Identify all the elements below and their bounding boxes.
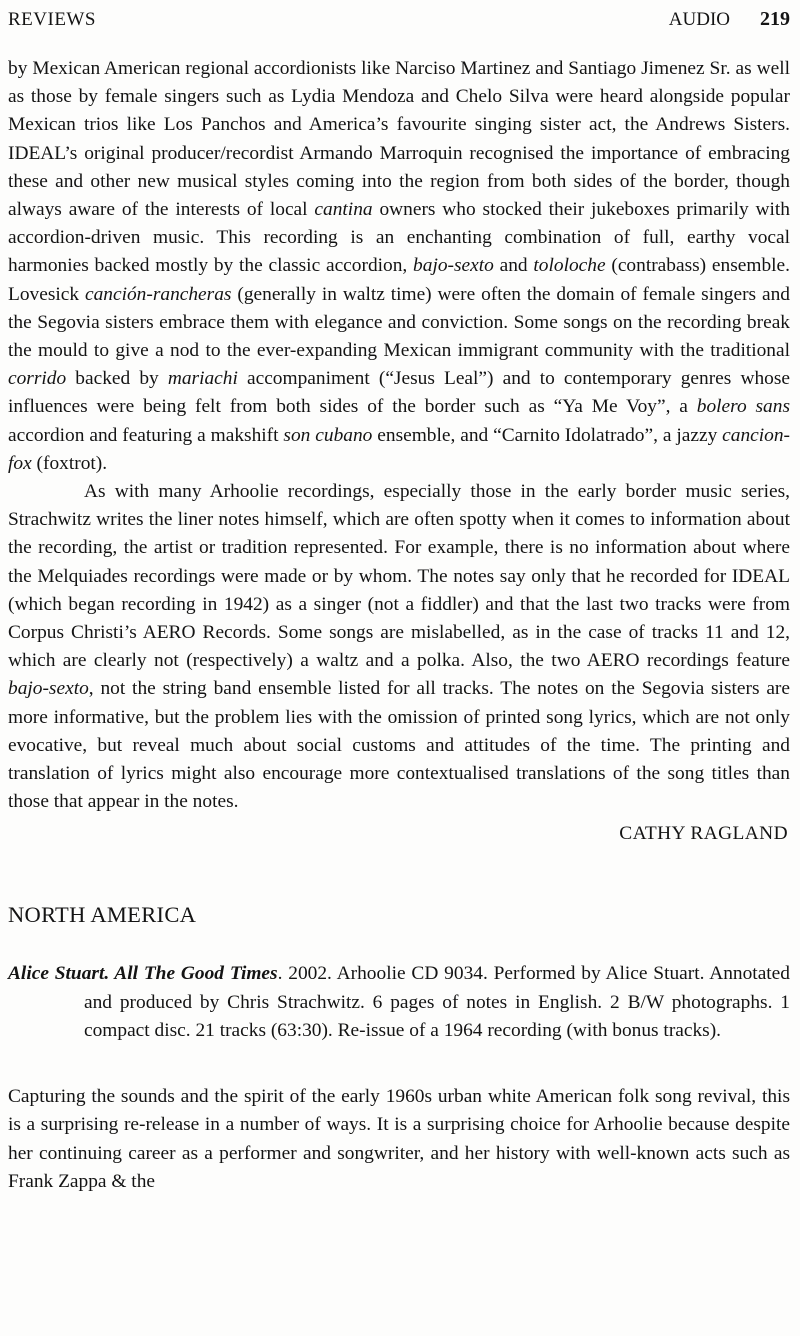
running-head xyxy=(8,8,790,31)
running-head-category: AUDIO xyxy=(668,9,730,30)
review-paragraph-2: As with many Arhoolie recordings, especially those in the early border music series, Strachwitz writes the liner notes himself, which are often spotty when it comes to information about the recording, the artist or tradition represented. For example, there is no information about where the Melquiades recordings were made or by whom. The notes say only that he recorded for IDEAL (which began recording in 1942) as a singer (not a fiddler) and that the last two tracks were from Corpus Christi’s AERO Records. Some songs are mislabelled, as in the case of tracks 11 and 12, which are clearly not (respectively) a waltz and a polka. Also, the two AERO recordings feature bajo-sexto, not the string band ensemble listed for all tracks. The notes on the Segovia sisters are more informative, but the problem lies with the omission of printed song lyrics, which are not only evocative, but reveal much about social customs and attitudes of the time. The printing and translation of lyrics might also encourage more contextualised translations of the song titles than those that appear in the notes. xyxy=(8,481,790,813)
next-review-body xyxy=(8,1083,790,1196)
album-citation: Alice Stuart. All The Good Times. 2002. Arhoolie CD 9034. Performed by Alice Stuart. Annotated and produced by Chris Strachwitz. 6 pages of notes in English. 2 B/W photographs. 1 compact disc. 21 tracks (63:30). Re-issue of a 1964 recording (with bonus tracks). xyxy=(8,963,790,1041)
page-number: 219 xyxy=(760,8,790,30)
reviewer-signature: CATHY RAGLAND xyxy=(619,823,788,845)
review-paragraph-1: by Mexican American regional accordionists like Narciso Martinez and Santiago Jimenez Sr. as well as those by female singers such as Lydia Mendoza and Chelo Silva were heard alongside popular Mexican trios like Los Panchos and America’s favourite singing sister act, the Andrews Sisters. IDEAL’s original producer/recordist Armando Marroquin recognised the importance of embracing these and other new musical styles coming into the region from both sides of the border, though always aware of the interests of local cantina owners who stocked their jukeboxes primarily with accordion-driven music. This recording is an enchanting combination of full, earthy vocal harmonies backed mostly by the classic accordion, bajo-sexto and tololoche (contrabass) ensemble. Lovesick canción-rancheras (generally in waltz time) were often the domain of female singers and the Segovia sisters embrace them with elegance and conviction. Some songs on the recording break the mould to give a nod to the ever-expanding Mexican immigrant community with the traditional corrido backed by mariachi accompaniment (“Jesus Leal”) and to contemporary genres whose influences were being felt from both sides of the border such as “Ya Me Voy”, a bolero sans accordion and featuring a makshift son cubano ensemble, and “Carnito Idolatrado”, a jazzy cancion-fox (foxtrot). xyxy=(8,58,791,474)
next-review-paragraph: Capturing the sounds and the spirit of the early 1960s urban white American folk song revival, this is a surprising re-release in a number of ways. It is a surprising choice for Arhoolie because despite her continuing career as a performer and songwriter, and her history with well-known acts such as Frank Zappa & the xyxy=(8,1086,790,1192)
review-body xyxy=(8,55,790,816)
running-head-section: REVIEWS xyxy=(8,9,96,30)
running-head-right xyxy=(669,8,790,31)
section-heading: NORTH AMERICA xyxy=(8,902,197,928)
